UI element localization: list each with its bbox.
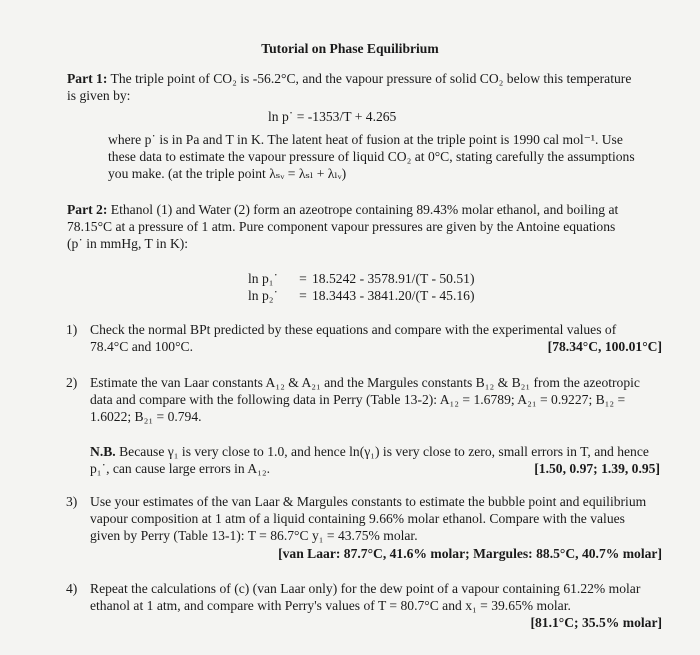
question-4 (66, 580, 662, 632)
part2-intro-line2: 78.15°C at a pressure of 1 atm. Pure component vapour pressures are given by the Antoine equations (67, 219, 616, 235)
question-3 (66, 493, 662, 562)
question-1-line2: 78.4°C and 100°C. (90, 339, 194, 355)
question-2-line1: Estimate the van Laar constants A₁₂ & A₂₁ and the Margules constants B₁₂ & B₂₁ from the azeotropic (90, 375, 640, 390)
question-2-number: 2) (66, 375, 78, 390)
eq2-left: ln p₂˙ (248, 288, 279, 304)
part1-section (67, 70, 667, 104)
part2-intro (67, 201, 667, 218)
question-3-line1: Use your estimates of the van Laar & Margules constants to estimate the bubble point and equilibrium (90, 494, 647, 509)
question-2-answer: [1.50, 0.97; 1.39, 0.95] (534, 461, 660, 477)
part2-section (67, 201, 667, 253)
question-4-line2: ethanol at 1 atm, and compare with Perry's values of T = 80.7°C and x₁ = 39.65% molar. (90, 598, 571, 614)
question-3-answer: [van Laar: 87.7°C, 41.6% molar; Margules: 88.5°C, 40.7% molar] (278, 545, 662, 561)
question-1-number: 1) (66, 322, 78, 337)
question-3-line3: given by Perry (Table 13-1): T = 86.7°C y₁ = 43.75% molar. (90, 528, 418, 544)
part1-heading: Part 1: (67, 71, 108, 86)
eq2-right: 18.3443 - 3841.20/(T - 45.16) (312, 288, 475, 304)
question-3-line2: vapour composition at 1 atm of a liquid containing 9.66% molar ethanol. Compare with the values (90, 511, 625, 527)
nb-line2: p₁˙, can cause large errors in A₁₂. (90, 461, 271, 477)
antoine-equations (248, 270, 474, 304)
question-2-line3: 1.6022; B₂₁ = 0.794. (90, 409, 202, 425)
nb-line1: Because γ₁ is very close to 1.0, and hence ln(γ₁) is very close to zero, small errors in T, and hence (119, 444, 649, 459)
part2-intro-line3: (p˙ in mmHg, T in K): (67, 236, 189, 252)
part1-equation: ln p˙ = -1353/T + 4.265 (268, 109, 397, 124)
question-3-number: 3) (66, 494, 78, 509)
question-4-answer: [81.1°C; 35.5% molar] (530, 615, 662, 631)
part2-intro-line1: Ethanol (1) and Water (2) form an azeotrope containing 89.43% molar ethanol, and boiling at (110, 202, 619, 217)
question-4-line1: Repeat the calculations of (c) (van Laar only) for the dew point of a vapour containing 61.22% molar (90, 581, 641, 596)
question-2 (66, 374, 662, 426)
question-1 (66, 321, 662, 355)
part1-intro (67, 70, 667, 87)
part2-heading: Part 2: (67, 202, 108, 217)
antoine-equation-2 (248, 287, 474, 304)
question-2-line2: data and compare with the following data in Perry (Table 13-2): A₁₂ = 1.6789; A₂₁ = 0.9227; B₁₂ = (90, 392, 626, 408)
part1-where (108, 131, 668, 183)
part1-where-line3: you make. (at the triple point λₛᵥ = λₛₗ + λₗᵥ) (108, 166, 347, 182)
document-title: Tutorial on Phase Equilibrium (261, 41, 439, 56)
eq2-sign: = (299, 288, 307, 304)
eq1-right: 18.5242 - 3578.91/(T - 50.51) (312, 271, 475, 286)
part1-intro-line2: is given by: (67, 88, 131, 104)
eq1-sign: = (299, 271, 307, 286)
question-1-line1: Check the normal BPt predicted by these equations and compare with the experimental values of (90, 322, 617, 337)
question-1-answer: [78.34°C, 100.01°C] (547, 339, 662, 355)
part1-where-line1: where p˙ is in Pa and T in K. The latent heat of fusion at the triple point is 1990 cal mol⁻¹. Use (108, 132, 623, 147)
part1-where-line2: these data to estimate the vapour pressure of liquid CO₂ at 0°C, stating carefully the assumptions (108, 149, 635, 165)
antoine-equation-1 (248, 270, 474, 287)
eq1-left: ln p₁˙ (248, 271, 279, 286)
question-4-number: 4) (66, 581, 78, 596)
question-2-note (90, 443, 660, 477)
nb-label: N.B. (90, 444, 116, 459)
part1-intro-line1: The triple point of CO₂ is -56.2°C, and the vapour pressure of solid CO₂ below this temperature (110, 71, 632, 86)
